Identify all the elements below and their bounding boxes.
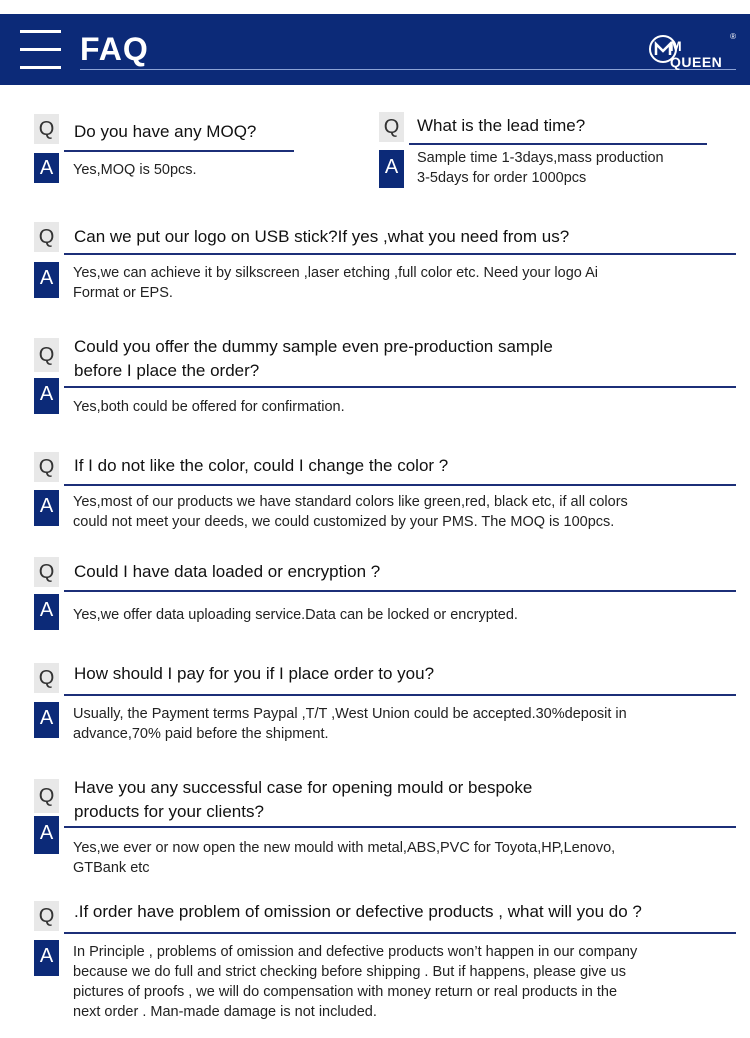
- faq-question: Could I have data loaded or encryption ?: [74, 562, 381, 581]
- faq-answer: Yes,MOQ is 50pcs.: [73, 162, 197, 178]
- faq-answer: [417, 148, 717, 188]
- faq-question: .If order have problem of omission or defective products , what will you do ?: [74, 902, 642, 921]
- a-badge: A: [34, 940, 59, 976]
- answer-line: In Principle , problems of omission and defective products won’t happen in our company: [73, 944, 638, 960]
- answer-line: next order . Man-made damage is not included.: [73, 1004, 377, 1020]
- faq-divider: [409, 143, 707, 145]
- faq-question: What is the lead time?: [417, 116, 586, 135]
- faq-question: [74, 335, 734, 383]
- faq-question: If I do not like the color, could I change the color ?: [74, 456, 449, 475]
- q-badge: Q: [34, 779, 59, 813]
- faq-answer: [73, 263, 723, 303]
- faq-divider: [64, 253, 736, 255]
- a-badge: A: [34, 262, 59, 298]
- answer-line: Sample time 1-3days,mass production: [417, 150, 664, 166]
- faq-answer: [73, 704, 723, 744]
- faq-divider: [64, 590, 736, 592]
- faq-question: Do you have any MOQ?: [74, 122, 257, 141]
- answer-line: could not meet your deeds, we could customized by your PMS. The MOQ is 100pcs.: [73, 514, 615, 530]
- q-badge: Q: [34, 557, 59, 587]
- a-badge: A: [34, 594, 59, 630]
- faq-answer: [73, 492, 723, 532]
- faq-divider: [64, 932, 736, 934]
- question-line: products for your clients?: [74, 802, 264, 821]
- faq-question: Can we put our logo on USB stick?If yes ,what you need from us?: [74, 227, 570, 246]
- header-divider: [80, 69, 736, 70]
- q-badge: Q: [379, 112, 404, 142]
- a-badge: A: [34, 702, 59, 738]
- brand-logo: [648, 32, 736, 70]
- faq-divider: [64, 826, 736, 828]
- menu-icon[interactable]: [20, 30, 61, 70]
- question-line: Have you any successful case for opening mould or bespoke: [74, 778, 533, 797]
- answer-line: GTBank etc: [73, 860, 150, 876]
- faq-question: How should I pay for you if I place order to you?: [74, 664, 435, 683]
- faq-divider: [64, 694, 736, 696]
- faq-answer: Yes,we offer data uploading service.Data can be locked or encrypted.: [73, 607, 518, 623]
- question-line: before I place the order?: [74, 361, 260, 380]
- faq-question: [74, 776, 734, 824]
- a-badge: A: [34, 378, 59, 414]
- a-badge: A: [379, 150, 404, 188]
- faq-answer: [73, 838, 723, 878]
- question-line: Could you offer the dummy sample even pre-production sample: [74, 337, 553, 356]
- answer-line: Yes,we can achieve it by silkscreen ,laser etching ,full color etc. Need your logo Ai: [73, 265, 598, 281]
- logo-text: M QUEEN: [670, 38, 723, 70]
- q-badge: Q: [34, 338, 59, 372]
- page-header: [0, 14, 750, 85]
- a-badge: A: [34, 816, 59, 854]
- registered-mark: ®: [730, 32, 736, 41]
- answer-line: Yes,we ever or now open the new mould with metal,ABS,PVC for Toyota,HP,Lenovo,: [73, 840, 616, 856]
- answer-line: Usually, the Payment terms Paypal ,T/T ,West Union could be accepted.30%deposit in: [73, 706, 627, 722]
- answer-line: because we do full and strict checking before shipping . But if happens, please give us: [73, 964, 626, 980]
- answer-line: Format or EPS.: [73, 285, 173, 301]
- faq-divider: [64, 484, 736, 486]
- page-title: FAQ: [80, 31, 149, 67]
- q-badge: Q: [34, 452, 59, 482]
- answer-line: pictures of proofs , we will do compensation with money return or real products in the: [73, 984, 618, 1000]
- faq-answer: Yes,both could be offered for confirmation.: [73, 399, 345, 415]
- q-badge: Q: [34, 901, 59, 931]
- answer-line: advance,70% paid before the shipment.: [73, 726, 329, 742]
- faq-answer: [73, 942, 723, 1022]
- faq-divider: [64, 386, 736, 388]
- a-badge: A: [34, 490, 59, 526]
- q-badge: Q: [34, 114, 59, 144]
- q-badge: Q: [34, 663, 59, 693]
- a-badge: A: [34, 153, 59, 183]
- faq-divider: [64, 150, 294, 152]
- answer-line: 3-5days for order 1000pcs: [417, 170, 587, 186]
- answer-line: Yes,most of our products we have standard colors like green,red, black etc, if all colors: [73, 494, 628, 510]
- q-badge: Q: [34, 222, 59, 252]
